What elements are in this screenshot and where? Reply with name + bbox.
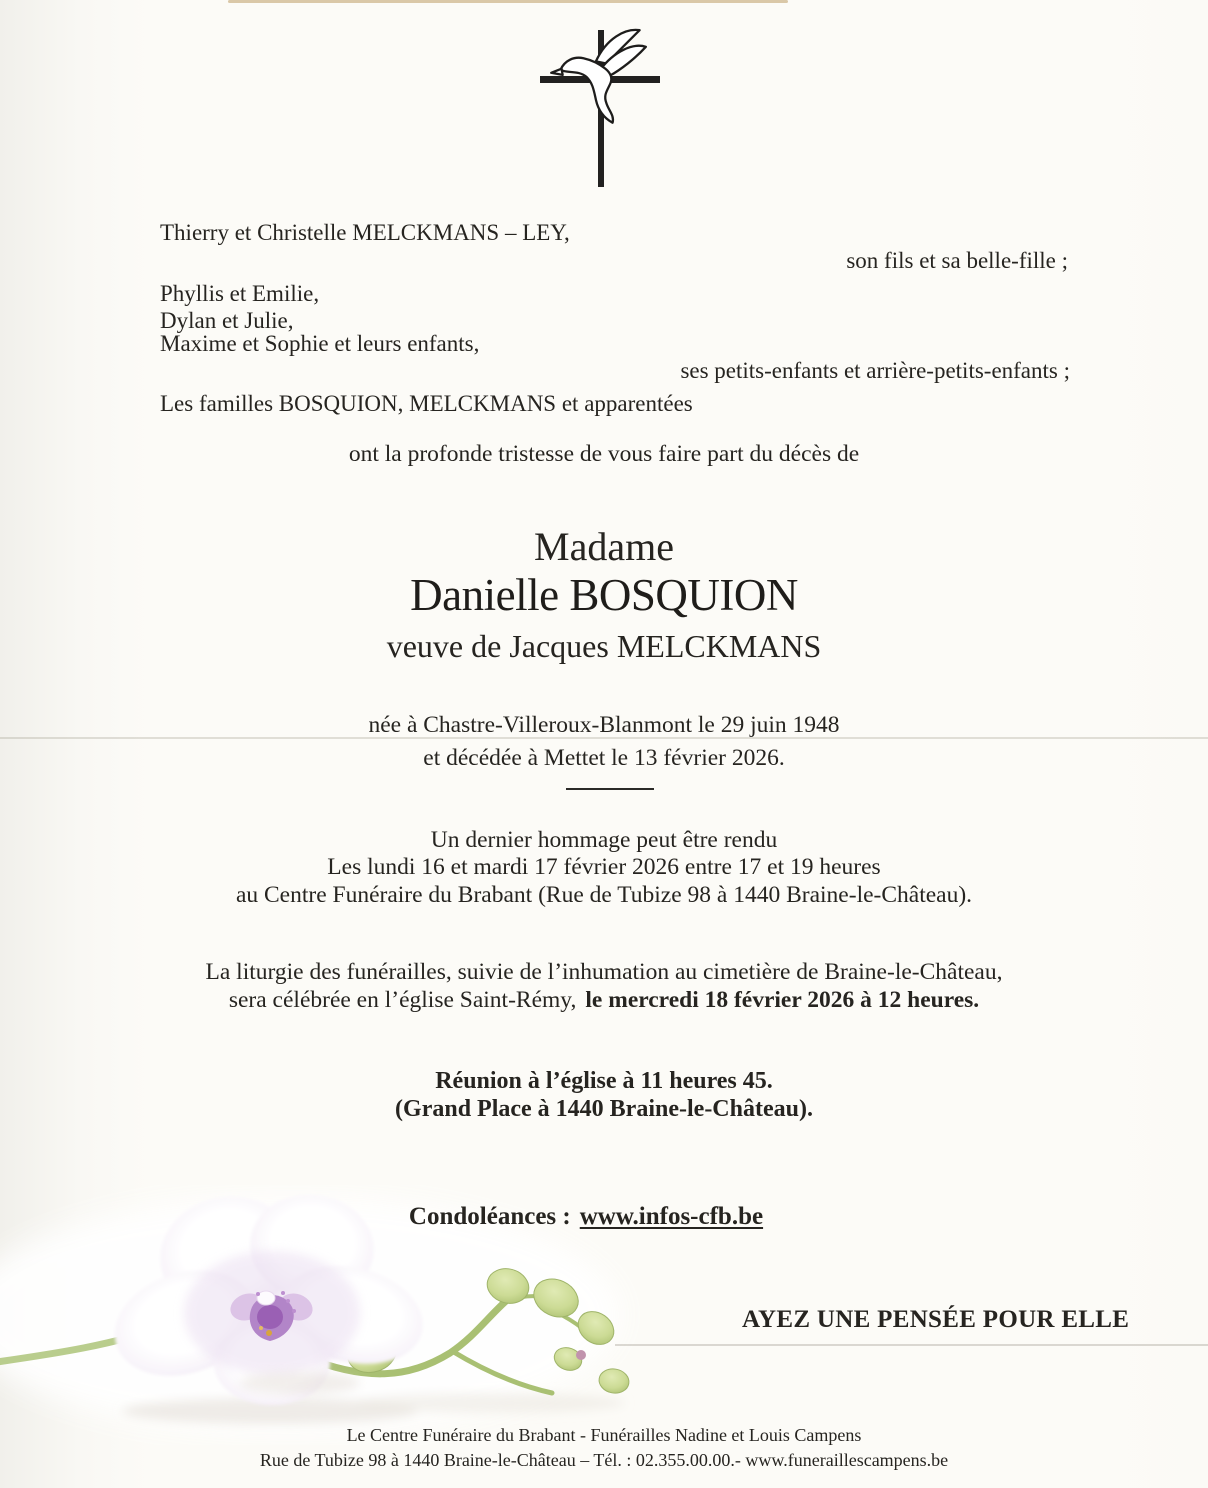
condolences-label: Condoléances : (408, 1203, 571, 1230)
paper-fold-line-lower (615, 1344, 1208, 1346)
viewing-line-2: Les lundi 16 et mardi 17 février 2026 entre 17 et 19 heures (327, 854, 881, 880)
funeral-line-2-regular: sera célébrée en l’église Saint-Rémy, (228, 987, 577, 1013)
family-line-families: Les familles BOSQUION, MELCKMANS et apparentées (160, 391, 693, 416)
family-relation-son: son fils et sa belle-fille ; (846, 248, 1068, 273)
separator-line (566, 788, 654, 790)
deceased-name: Danielle BOSQUION (410, 570, 798, 620)
scan-top-edge (228, 0, 788, 3)
footer-address-contact: Rue de Tubize 98 à 1440 Braine-le-Château – Tél. : 02.355.00.00.- www.funeraillescampens.be (259, 1450, 949, 1470)
meeting-line-1: Réunion à l’église à 11 heures 45. (435, 1068, 773, 1094)
funeral-line-2-bold: le mercredi 18 février 2026 à 12 heures. (585, 987, 980, 1013)
family-line-son: Thierry et Christelle MELCKMANS – LEY, (160, 220, 570, 245)
family-line-grandchild-2: Dylan et Julie, (160, 308, 294, 333)
deceased-born: née à Chastre-Villeroux-Blanmont le 29 juin 1948 (368, 712, 840, 738)
family-relation-grandchildren: ses petits-enfants et arrière-petits-enfants ; (680, 358, 1070, 383)
family-line-grandchild-1: Phyllis et Emilie, (160, 281, 320, 306)
funeral-line-2 (0, 987, 1208, 1014)
deceased-died: et décédée à Mettet le 13 février 2026. (423, 745, 785, 771)
meeting-line-2: (Grand Place à 1440 Braine-le-Château). (395, 1096, 813, 1122)
closing-message: AYEZ UNE PENSÉE POUR ELLE (742, 1306, 1130, 1333)
viewing-line-3: au Centre Funéraire du Brabant (Rue de Tubize 98 à 1440 Braine-le-Château). (235, 882, 973, 908)
deceased-widow-of: veuve de Jacques MELCKMANS (386, 628, 822, 664)
family-line-grandchild-3: Maxime et Sophie et leurs enfants, (160, 331, 480, 356)
footer-funeral-home: Le Centre Funéraire du Brabant - Funérailles Nadine et Louis Campens (346, 1425, 862, 1445)
announcement-intro: ont la profonde tristesse de vous faire part du décès de (348, 441, 860, 467)
funeral-line-1: La liturgie des funérailles, suivie de l’inhumation au cimetière de Braine-le-Château, (205, 959, 1003, 985)
dove-icon (546, 26, 650, 130)
condolences-url: www.infos-cfb.be (579, 1203, 764, 1230)
condolences-line (0, 1203, 1172, 1232)
deceased-title: Madame (534, 524, 674, 569)
viewing-line-1: Un dernier hommage peut être rendu (430, 827, 778, 853)
